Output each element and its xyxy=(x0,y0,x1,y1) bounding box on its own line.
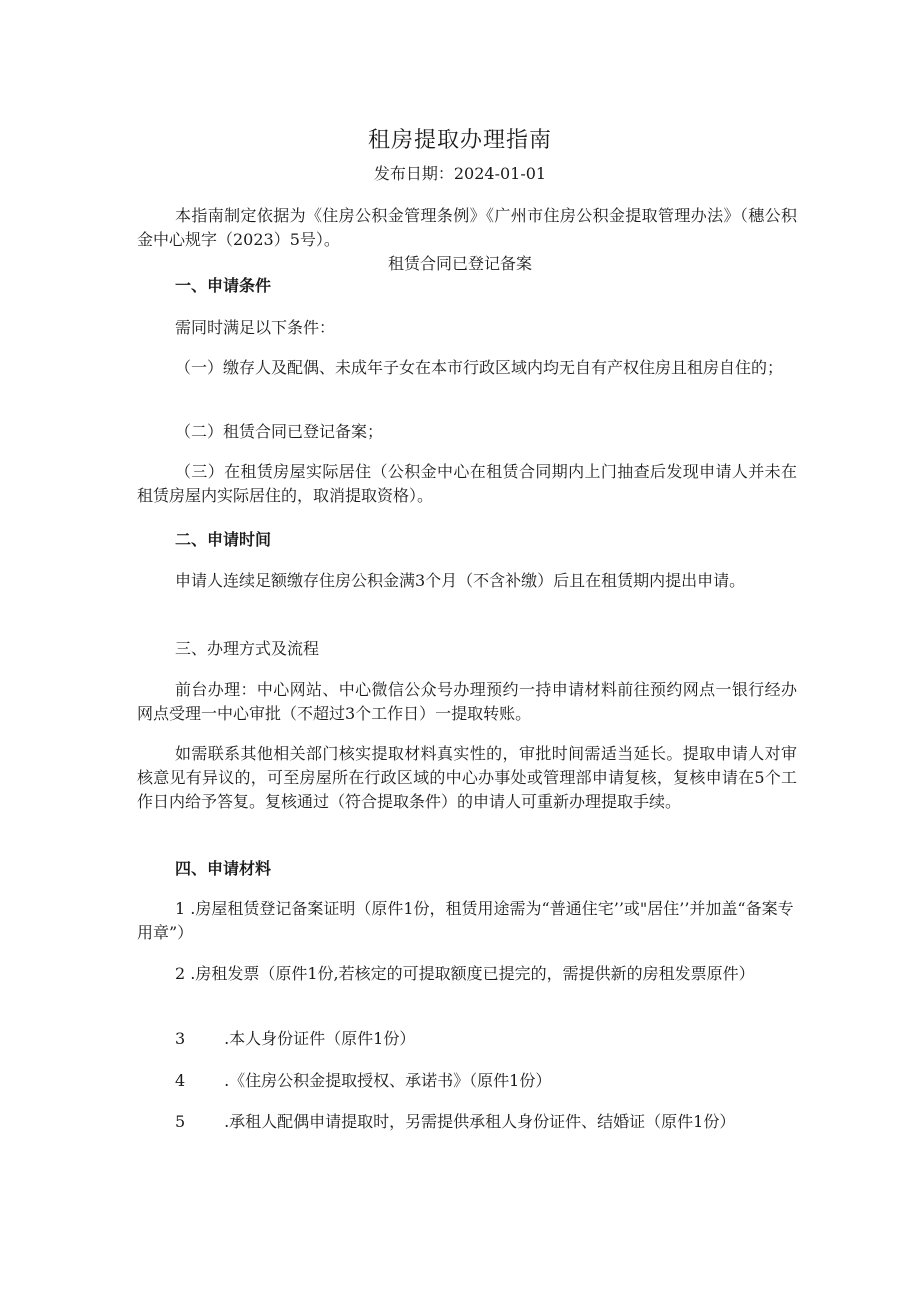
material-text: .房租发票（原件1份,若核定的可提取额度已提完的，需提供新的房租发票原件） xyxy=(190,964,755,983)
section-heading-conditions: 一、申请条件 xyxy=(175,276,272,295)
material-number: 5 xyxy=(175,1112,186,1131)
section-heading-time: 二、申请时间 xyxy=(175,530,272,549)
material-number: 2 xyxy=(175,964,186,983)
conditions-lead: 需同时满足以下条件： xyxy=(175,318,336,337)
document-subtitle: 租赁合同已登记备案 xyxy=(387,254,532,273)
material-item xyxy=(137,1069,797,1093)
intro-paragraph: 本指南制定依据为《住房公积金管理条例》《广州市住房公积金提取管理办法》（穗公积金中心规字（2023）5号）。 xyxy=(137,206,797,249)
material-number: 4 xyxy=(175,1071,186,1090)
process-paragraph: 前台办理：中心网站、中心微信公众号办理预约一持申请材料前往预约网点一银行经办网点受理一中心审批（不超过3个工作日）一提取转账。 xyxy=(137,680,797,723)
material-text: .本人身份证件（原件1份） xyxy=(224,1029,416,1048)
material-item xyxy=(137,962,797,986)
material-text: .承租人配偶申请提取时，另需提供承租人身份证件、结婚证（原件1份） xyxy=(224,1112,736,1131)
material-text: .《住房公积金提取授权、承诺书》（原件1份） xyxy=(224,1071,552,1090)
material-item xyxy=(137,897,797,945)
section-heading-process: 三、办理方式及流程 xyxy=(175,639,320,658)
condition-item: （一）缴存人及配偶、未成年子女在本市行政区域内均无自有产权住房且租房自住的； xyxy=(175,358,784,377)
material-text: .房屋租赁登记备案证明（原件1份，租赁用途需为“普通住宅’’或"居住’’并加盖“备案专用章”） xyxy=(137,899,794,942)
condition-item: （三）在租赁房屋实际居住（公积金中心在租赁合同期内上门抽查后发现申请人并未在租赁房屋内实际居住的，取消提取资格）。 xyxy=(137,462,797,505)
document-title: 租房提取办理指南 xyxy=(367,128,552,153)
publish-date: 发布日期：2024-01-01 xyxy=(373,164,547,183)
section-heading-materials: 四、申请材料 xyxy=(175,859,272,878)
time-paragraph: 申请人连续足额缴存住房公积金满3个月（不含补缴）后且在租赁期内提出申请。 xyxy=(175,571,746,590)
review-paragraph: 如需联系其他相关部门核实提取材料真实性的，审批时间需适当延长。提取申请人对审核意见有异议的，可至房屋所在行政区域的中心办事处或管理部申请复核，复核申请在5个工作日内给予答复。复核通过（符合提取条件）的申请人可重新办理提取手续。 xyxy=(137,744,797,811)
material-item xyxy=(137,1027,797,1051)
condition-item: （二）租赁合同已登记备案； xyxy=(175,422,384,441)
material-number: 1 xyxy=(175,899,186,918)
material-number: 3 xyxy=(175,1029,186,1048)
material-item xyxy=(137,1110,797,1134)
